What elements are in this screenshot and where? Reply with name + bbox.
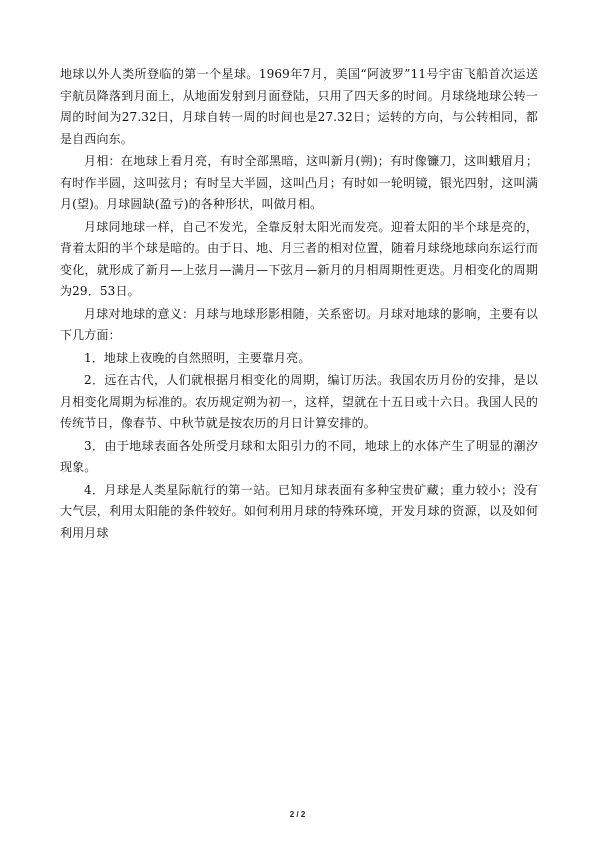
list-item-space-travel: 4．月球是人类星际航行的第一站。已知月球表面有多种宝贵矿藏；重力较小；没有大气层，利用太阳能的条件较好。如何利用月球的特殊环境，开发月球的资源，以及如何利用月球 <box>60 482 538 540</box>
paragraph-moon-reflection: 月球同地球一样，自己不发光，全靠反射太阳光而发亮。迎着太阳的半个球是亮的，背着太阳的半个球是暗的。由于日、地、月三者的相对位置，随着月球绕地球向东运行而变化，就形成了新月—上弦月—满月—下弦月—新月的月相周期性更迭。月相变化的周期为29．53日。 <box>60 219 538 298</box>
paragraph-moon-significance: 月球对地球的意义：月球与地球形影相随，关系密切。月球对地球的影响，主要有以下几方面： <box>60 306 538 342</box>
list-item-tides: 3．由于地球表面各处所受月球和太阳引力的不同，地球上的水体产生了明显的潮汐现象。 <box>60 438 538 474</box>
document-body <box>60 64 538 544</box>
paragraph-moon-phases: 月相：在地球上看月亮，有时全部黑暗，这叫新月(朔)；有时像镰刀，这叫蛾眉月；有时作半圆，这叫弦月；有时呈大半圆，这叫凸月；有时如一轮明镜，银光四射，这叫满月(望)。月球圆缺(盈亏)的各种形状，叫做月相。 <box>60 154 538 211</box>
page-number: 2 / 2 <box>289 810 306 819</box>
paragraph-moon-landing: 地球以外人类所登临的第一个星球。1969年7月，美国“阿波罗”11号宇宙飞船首次运送宇航员降落到月面上，从地面发射到月面登陆，只用了四天多的时间。月球绕地球公转一周的时间为27.32日，月球自转一周的时间也是27.32日；运转的方向，与公转相同，都是自西向东。 <box>60 67 538 146</box>
list-item-illumination: 1．地球上夜晚的自然照明，主要靠月亮。 <box>84 350 311 365</box>
list-item-calendar: 2．远在古代，人们就根据月相变化的周期，编订历法。我国农历月份的安排，是以月相变化周期为标准的。农历规定朔为初一，这样，望就在十五日或十六日。我国人民的传统节日，像春节、中秋节就是按农历的月日计算安排的。 <box>60 373 538 430</box>
